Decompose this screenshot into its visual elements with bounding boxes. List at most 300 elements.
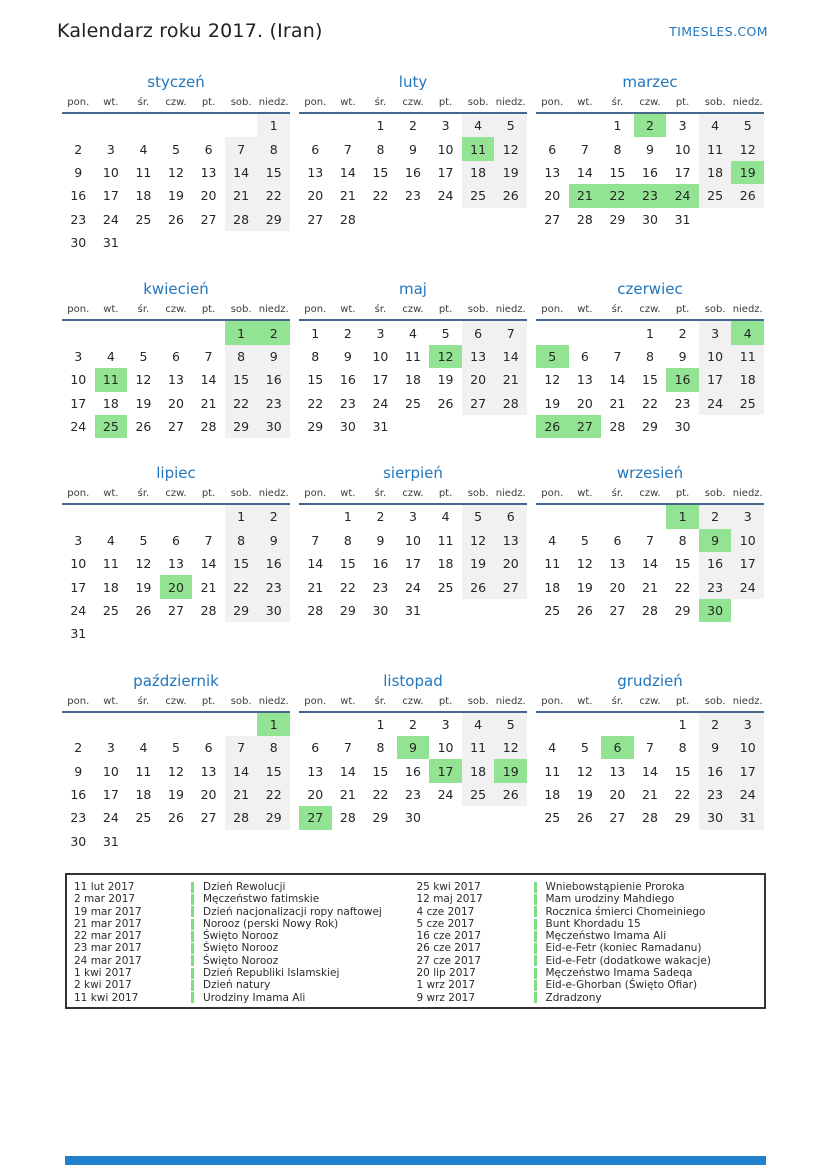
day-cell: 20 [544, 188, 561, 204]
day-cell: 15 [225, 368, 258, 391]
day-cell: 27 [168, 603, 184, 619]
day-cell: 15 [257, 161, 290, 184]
month-title: lipiec [156, 464, 196, 483]
holiday-marker-icon [534, 943, 537, 954]
day-cell: 18 [699, 161, 732, 184]
day-cell-empty [62, 114, 95, 137]
month-calendar [536, 280, 764, 438]
day-cell: 21 [225, 184, 258, 207]
weekday-header-row [536, 486, 764, 505]
day-cell: 7 [311, 532, 320, 548]
day-cell: 28 [339, 211, 356, 227]
weekday-label: sob. [704, 695, 726, 707]
day-cell: 24 [70, 603, 87, 619]
day-cell: 5 [462, 505, 495, 528]
weekday-label: sob. [467, 97, 489, 108]
day-cell: 12 [544, 372, 561, 388]
day-cell-empty [601, 713, 634, 736]
legend-entry-date: 24 mar 2017 [74, 954, 142, 967]
weekday-label: niedz. [258, 695, 289, 707]
weekday-label: niedz. [258, 488, 289, 500]
day-cell: 28 [339, 810, 356, 826]
day-cell: 21 [225, 783, 258, 806]
weekday-label: wt. [103, 304, 119, 316]
day-cell: 12 [135, 372, 152, 388]
day-cell: 12 [429, 345, 462, 368]
day-cell: 26 [437, 395, 454, 411]
weekday-label: śr. [137, 304, 150, 316]
day-cell-empty [536, 713, 569, 736]
day-cell: 13 [168, 372, 184, 388]
legend-entry-date: 26 cze 2017 [416, 942, 482, 955]
month-days-grid [536, 713, 764, 830]
day-cell: 20 [494, 552, 527, 575]
day-cell: 31 [102, 833, 119, 849]
weekday-label: sob. [230, 304, 252, 316]
day-cell: 22 [372, 188, 389, 204]
weekday-label: śr. [374, 304, 387, 316]
day-cell: 27 [609, 810, 626, 826]
day-cell-empty [160, 505, 193, 528]
day-cell-empty [462, 415, 495, 438]
holiday-marker-icon [534, 894, 537, 905]
day-cell: 3 [678, 118, 687, 134]
legend-entry-label: Dzień Rewolucji [203, 881, 286, 893]
day-cell: 14 [307, 556, 324, 572]
day-cell: 25 [102, 603, 119, 619]
weekday-label: czw. [165, 97, 187, 108]
day-cell: 18 [544, 787, 561, 802]
legend-entry [67, 979, 416, 991]
weekday-label: niedz. [732, 488, 763, 500]
weekday-label: pt. [201, 695, 216, 707]
weekday-label: sob. [230, 488, 252, 500]
day-cell: 27 [569, 415, 602, 438]
day-cell-empty [569, 713, 602, 736]
day-cell: 4 [139, 141, 148, 157]
day-cell: 18 [102, 579, 119, 595]
day-cell: 11 [731, 345, 764, 368]
month-days-grid [299, 713, 527, 830]
day-cell-empty [731, 208, 764, 231]
day-cell: 11 [699, 137, 732, 160]
day-cell: 24 [70, 419, 87, 435]
day-cell: 15 [372, 763, 389, 779]
day-cell-empty [699, 415, 732, 438]
legend-entry [67, 992, 416, 1004]
day-cell-empty [257, 622, 290, 645]
holiday-marker-icon [534, 992, 537, 1003]
day-cell: 3 [106, 740, 115, 756]
day-cell: 9 [699, 529, 732, 552]
day-cell: 14 [200, 372, 217, 388]
weekday-label: pon. [67, 695, 90, 707]
weekday-label: wt. [340, 97, 356, 108]
day-cell: 11 [135, 763, 152, 779]
day-cell: 21 [642, 787, 658, 802]
day-cell: 19 [135, 395, 152, 411]
day-cell: 19 [168, 787, 184, 802]
weekday-label: czw. [165, 304, 187, 316]
day-cell: 6 [613, 532, 622, 548]
weekday-label: pon. [541, 304, 564, 316]
day-cell-empty [332, 713, 365, 736]
day-cell: 11 [544, 763, 561, 779]
day-cell: 25 [95, 415, 128, 438]
weekday-label: sob. [467, 304, 489, 316]
day-cell: 2 [409, 716, 417, 732]
weekday-label: pon. [67, 304, 90, 316]
day-cell: 30 [642, 211, 658, 227]
day-cell: 6 [311, 141, 320, 157]
weekday-label: śr. [374, 488, 387, 500]
day-cell: 26 [135, 603, 152, 619]
legend-entry-date: 16 cze 2017 [416, 930, 482, 943]
day-cell: 8 [343, 532, 352, 548]
day-cell: 27 [544, 211, 561, 227]
legend-entry-label: Eid-e-Fetr (dodatkowe wakacje) [545, 954, 711, 967]
day-cell: 1 [613, 118, 622, 134]
month-days-grid [536, 321, 764, 438]
day-cell: 23 [70, 810, 87, 826]
day-cell: 3 [699, 321, 732, 344]
day-cell-empty [127, 231, 160, 254]
day-cell: 4 [462, 114, 495, 137]
weekday-label: pon. [304, 304, 327, 316]
day-cell: 22 [257, 184, 290, 207]
day-cell: 19 [544, 395, 561, 411]
day-cell-empty [225, 830, 258, 853]
day-cell: 6 [204, 740, 213, 756]
day-cell: 26 [494, 184, 527, 207]
day-cell: 8 [225, 529, 258, 552]
day-cell: 19 [135, 579, 152, 595]
day-cell: 13 [609, 763, 626, 779]
day-cell: 7 [343, 740, 352, 756]
weekday-label: pt. [675, 695, 690, 707]
day-cell: 7 [204, 348, 213, 364]
legend-entry [416, 967, 765, 979]
legend-entry-label: Wniebowstąpienie Proroka [545, 881, 685, 893]
day-cell: 8 [376, 141, 385, 157]
month-title: styczeń [147, 73, 205, 91]
day-cell: 12 [494, 736, 527, 759]
day-cell: 26 [576, 810, 593, 826]
day-cell: 16 [70, 188, 87, 204]
day-cell: 18 [102, 395, 119, 411]
day-cell: 7 [613, 348, 622, 364]
day-cell-empty [569, 505, 602, 528]
day-cell-empty [462, 208, 495, 231]
day-cell: 15 [307, 372, 324, 388]
weekday-label: sob. [230, 97, 252, 108]
day-cell: 30 [405, 810, 421, 826]
day-cell: 16 [405, 164, 421, 180]
day-cell: 5 [172, 141, 180, 157]
weekday-label: pt. [675, 304, 690, 316]
day-cell: 28 [200, 419, 217, 435]
month-days-grid [62, 321, 290, 438]
day-cell: 28 [494, 392, 527, 415]
day-cell: 26 [462, 575, 495, 598]
weekday-label: czw. [165, 695, 187, 707]
day-cell: 20 [168, 395, 184, 411]
day-cell-empty [429, 415, 462, 438]
holiday-marker-icon [191, 968, 194, 979]
day-cell: 13 [200, 763, 217, 779]
weekday-label: czw. [402, 304, 424, 316]
day-cell: 28 [576, 211, 593, 227]
weekday-header-row [536, 302, 764, 321]
day-cell: 14 [642, 763, 658, 779]
day-cell: 3 [74, 532, 83, 548]
day-cell: 12 [731, 137, 764, 160]
day-cell: 2 [699, 505, 732, 528]
weekday-label: wt. [577, 488, 593, 500]
weekday-label: niedz. [732, 304, 763, 316]
weekday-header-row [299, 302, 527, 321]
day-cell: 23 [699, 783, 732, 806]
legend-entry-label: Męczeństwo Imama Sadeqa [545, 967, 693, 980]
day-cell: 24 [102, 211, 119, 227]
day-cell: 13 [494, 529, 527, 552]
day-cell-empty [192, 321, 225, 344]
day-cell: 2 [409, 118, 417, 134]
day-cell: 2 [699, 713, 732, 736]
day-cell: 17 [102, 188, 119, 204]
day-cell: 5 [139, 348, 148, 364]
day-cell: 1 [225, 321, 258, 344]
legend-entry-label: Święto Norooz [203, 942, 279, 955]
day-cell-empty [364, 208, 397, 231]
day-cell: 3 [376, 325, 385, 341]
month-days-grid [299, 321, 527, 438]
day-cell: 17 [405, 556, 421, 572]
weekday-label: śr. [137, 97, 150, 108]
day-cell: 19 [576, 579, 593, 595]
day-cell: 16 [257, 552, 290, 575]
day-cell: 4 [106, 532, 115, 548]
day-cell-empty [160, 713, 193, 736]
day-cell: 23 [699, 575, 732, 598]
day-cell: 20 [462, 368, 495, 391]
day-cell: 30 [257, 599, 290, 622]
day-cell: 28 [225, 208, 258, 231]
legend-entry-label: Bunt Khordadu 15 [545, 917, 641, 930]
weekday-label: pt. [438, 97, 453, 108]
day-cell: 17 [102, 787, 119, 802]
day-cell: 29 [225, 415, 258, 438]
month-calendar [299, 73, 527, 254]
legend-entry-date: 19 mar 2017 [74, 905, 142, 918]
day-cell: 9 [74, 164, 83, 180]
site-link[interactable]: TIMESLES.COM [669, 24, 768, 39]
legend-entry [416, 942, 765, 954]
day-cell: 9 [646, 141, 654, 157]
day-cell: 3 [74, 348, 83, 364]
weekday-label: czw. [639, 304, 661, 316]
day-cell: 26 [494, 783, 527, 806]
holiday-marker-icon [191, 882, 194, 893]
day-cell: 23 [257, 575, 290, 598]
day-cell: 12 [135, 556, 152, 572]
weekday-label: wt. [103, 97, 119, 108]
day-cell: 17 [372, 372, 389, 388]
holiday-marker-icon [534, 980, 537, 991]
month-title: luty [398, 73, 428, 91]
legend-entry [67, 942, 416, 954]
day-cell: 20 [609, 579, 626, 595]
weekday-label: pon. [541, 695, 564, 707]
day-cell: 15 [642, 372, 658, 388]
legend-entry [416, 906, 765, 918]
day-cell-empty [731, 599, 764, 622]
weekday-label: wt. [340, 304, 356, 316]
day-cell: 25 [731, 392, 764, 415]
day-cell: 1 [257, 114, 290, 137]
weekday-label: pt. [675, 97, 690, 108]
day-cell-empty [127, 622, 160, 645]
day-cell: 7 [204, 532, 213, 548]
day-cell: 11 [95, 368, 128, 391]
day-cell: 10 [372, 348, 389, 364]
day-cell-empty [95, 114, 128, 137]
day-cell: 5 [139, 532, 148, 548]
holiday-marker-icon [191, 931, 194, 942]
day-cell: 12 [494, 137, 527, 160]
day-cell: 6 [548, 141, 557, 157]
day-cell: 16 [339, 372, 356, 388]
legend-entry-date: 23 mar 2017 [74, 942, 142, 955]
day-cell: 6 [172, 348, 180, 364]
day-cell: 18 [437, 556, 454, 572]
day-cell: 13 [168, 556, 184, 572]
day-cell: 13 [462, 345, 495, 368]
legend-entry [67, 918, 416, 930]
holiday-marker-icon [534, 955, 537, 966]
day-cell: 22 [372, 787, 389, 802]
legend-entry [67, 881, 416, 893]
day-cell: 6 [580, 348, 589, 364]
month-title: grudzień [617, 671, 683, 690]
day-cell: 9 [397, 736, 430, 759]
day-cell: 30 [339, 419, 356, 435]
day-cell: 31 [102, 235, 119, 251]
day-cell: 25 [699, 184, 732, 207]
day-cell: 9 [409, 141, 417, 157]
day-cell: 11 [405, 348, 421, 364]
weekday-label: śr. [611, 695, 624, 707]
day-cell: 8 [613, 141, 622, 157]
day-cell-empty [462, 599, 495, 622]
day-cell: 13 [576, 372, 593, 388]
day-cell: 19 [168, 188, 184, 204]
day-cell: 22 [642, 395, 658, 411]
day-cell: 24 [666, 184, 699, 207]
month-calendar [299, 280, 527, 438]
footer-accent-bar [65, 1156, 766, 1165]
day-cell: 15 [257, 759, 290, 782]
month-days-grid [299, 505, 527, 622]
day-cell: 14 [225, 759, 258, 782]
day-cell: 24 [372, 395, 389, 411]
day-cell: 14 [339, 763, 356, 779]
weekday-label: pt. [201, 304, 216, 316]
weekday-label: czw. [402, 97, 424, 108]
weekday-label: śr. [611, 97, 624, 108]
day-cell-empty [192, 622, 225, 645]
day-cell: 3 [731, 505, 764, 528]
day-cell: 4 [548, 740, 557, 756]
day-cell: 3 [106, 141, 115, 157]
holiday-marker-icon [534, 931, 537, 942]
day-cell: 7 [494, 321, 527, 344]
day-cell: 3 [441, 118, 450, 134]
day-cell: 29 [307, 419, 324, 435]
day-cell: 29 [674, 810, 691, 826]
day-cell-empty [225, 114, 258, 137]
day-cell: 31 [372, 419, 389, 435]
month-title: czerwiec [617, 280, 683, 299]
day-cell: 14 [609, 372, 626, 388]
day-cell: 28 [200, 603, 217, 619]
day-cell: 18 [135, 787, 152, 802]
day-cell: 14 [494, 345, 527, 368]
day-cell-empty [257, 830, 290, 853]
day-cell-empty [95, 321, 128, 344]
weekday-label: sob. [704, 304, 726, 316]
weekday-label: niedz. [732, 695, 763, 707]
day-cell: 15 [225, 552, 258, 575]
day-cell: 27 [494, 575, 527, 598]
weekday-header-row [62, 302, 290, 321]
day-cell: 24 [731, 575, 764, 598]
day-cell: 23 [372, 579, 389, 595]
legend-column [416, 881, 765, 1002]
day-cell: 1 [343, 509, 352, 525]
day-cell: 3 [409, 509, 417, 525]
day-cell-empty [62, 505, 95, 528]
day-cell: 29 [642, 419, 658, 435]
day-cell: 19 [494, 161, 527, 184]
day-cell: 5 [536, 345, 569, 368]
day-cell: 30 [70, 235, 87, 251]
day-cell: 28 [609, 419, 626, 435]
month-title: maj [399, 280, 427, 299]
day-cell: 6 [172, 532, 180, 548]
weekday-label: niedz. [258, 97, 289, 108]
day-cell: 25 [437, 579, 454, 595]
legend-entry-label: Mam urodziny Mahdiego [545, 893, 675, 906]
day-cell-empty [299, 114, 332, 137]
legend-column [67, 881, 416, 1002]
day-cell: 10 [437, 740, 454, 756]
day-cell: 29 [257, 208, 290, 231]
day-cell: 4 [548, 532, 557, 548]
day-cell: 4 [731, 321, 764, 344]
day-cell: 8 [257, 137, 290, 160]
day-cell: 2 [257, 321, 290, 344]
day-cell-empty [332, 114, 365, 137]
day-cell: 22 [674, 787, 691, 802]
weekday-label: niedz. [495, 97, 526, 108]
legend-entry-date: 1 wrz 2017 [416, 979, 475, 992]
day-cell: 8 [646, 348, 654, 364]
weekday-label: sob. [467, 488, 489, 500]
day-cell: 1 [311, 325, 320, 341]
day-cell: 8 [311, 348, 320, 364]
day-cell: 30 [699, 599, 732, 622]
